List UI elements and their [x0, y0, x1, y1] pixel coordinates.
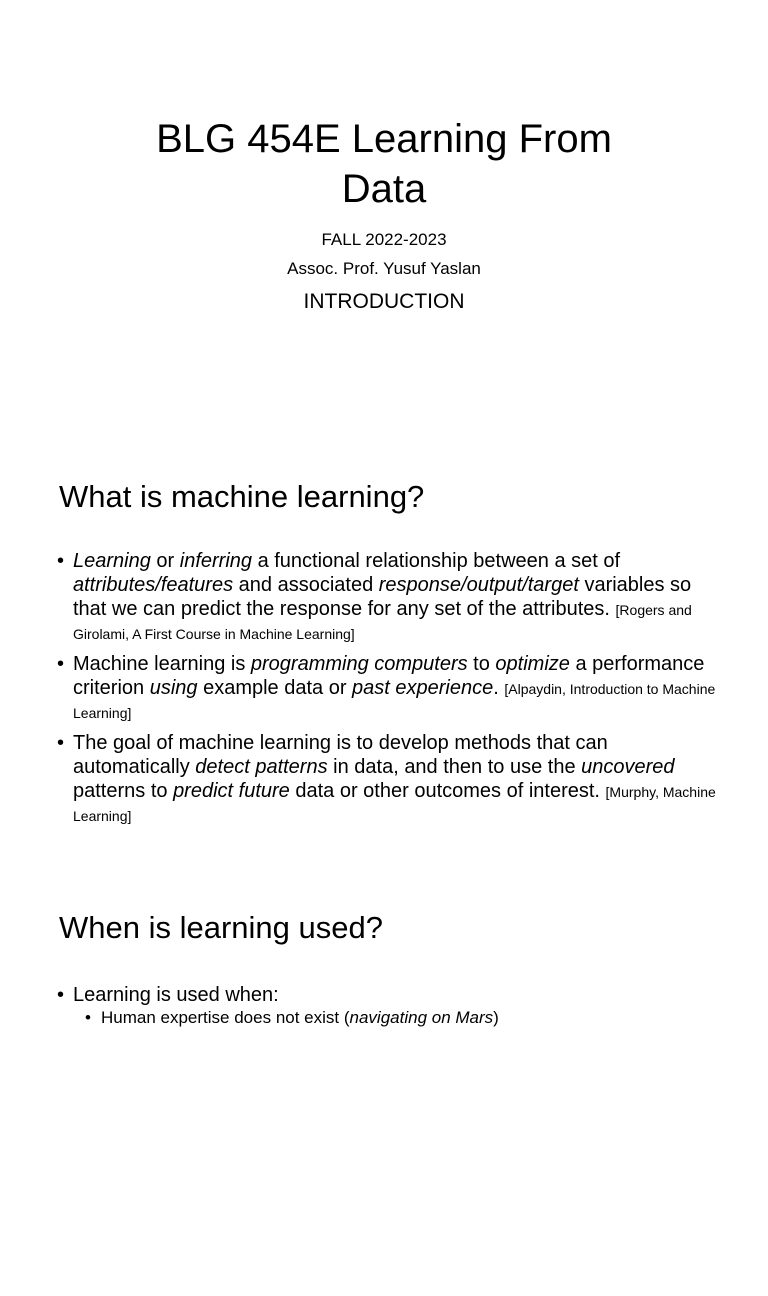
emphasis-text: Learning — [73, 550, 151, 572]
body-text: and associated — [233, 574, 379, 596]
body-text: example data or — [197, 677, 353, 699]
title-slide — [0, 0, 768, 432]
sub-bullet-list — [73, 1007, 717, 1029]
body-text: ) — [493, 1008, 499, 1027]
body-text: variables so that we can predict the response for any set of the attributes. — [73, 574, 692, 620]
term-label: FALL 2022-2023 — [321, 230, 447, 249]
body-text: a performance criterion — [73, 653, 705, 699]
bullet-text: Learning is used when: — [73, 984, 279, 1006]
slide-heading: When is learning used? — [59, 910, 383, 945]
course-title: BLG 454E Learning From Data — [156, 117, 612, 211]
body-text: or — [150, 550, 180, 572]
bullet-item — [57, 549, 717, 645]
body-text: in data, and then to use the — [327, 756, 582, 778]
emphasis-text: predict future — [173, 780, 290, 802]
bullet-list — [57, 983, 717, 1036]
citation: [Rogers and Girolami, A First Course in Machine Learning] — [73, 602, 692, 642]
slide-heading: What is machine learning? — [59, 479, 425, 514]
emphasis-text: uncovered — [581, 756, 675, 778]
emphasis-text: detect patterns — [195, 756, 328, 778]
bullet-item — [57, 983, 717, 1029]
emphasis-text: inferring — [179, 550, 253, 572]
emphasis-text: response/output/target — [378, 574, 579, 596]
body-text: . — [493, 677, 505, 699]
emphasis-text: programming computers — [250, 653, 468, 675]
body-text: Machine learning is — [73, 653, 251, 675]
citation: [Murphy, Machine Learning] — [73, 784, 716, 824]
sub-bullet-item — [85, 1007, 717, 1029]
citation: [Alpaydin, Introduction to Machine Learning] — [73, 681, 716, 721]
bullet-item — [57, 652, 717, 724]
emphasis-text: attributes/features — [73, 574, 234, 596]
emphasis-text: using — [149, 677, 198, 699]
section-title: INTRODUCTION — [303, 290, 465, 313]
instructor-name: Assoc. Prof. Yusuf Yaslan — [287, 259, 481, 278]
body-text: to — [467, 653, 496, 675]
emphasis-text: past experience — [352, 677, 494, 699]
emphasis-text: navigating on Mars — [349, 1008, 494, 1027]
body-text: patterns to — [73, 780, 174, 802]
bullet-item — [57, 731, 717, 827]
body-text: data or other outcomes of interest. — [289, 780, 606, 802]
slide-when-learning-used — [0, 864, 768, 1296]
slide-what-is-ml — [0, 432, 768, 864]
body-text: Human expertise does not exist ( — [101, 1008, 350, 1027]
bullet-list — [57, 549, 717, 834]
body-text: a functional relationship between a set of — [252, 550, 621, 572]
body-text: The goal of machine learning is to develop methods that can automatically — [73, 732, 608, 778]
emphasis-text: optimize — [495, 653, 570, 675]
